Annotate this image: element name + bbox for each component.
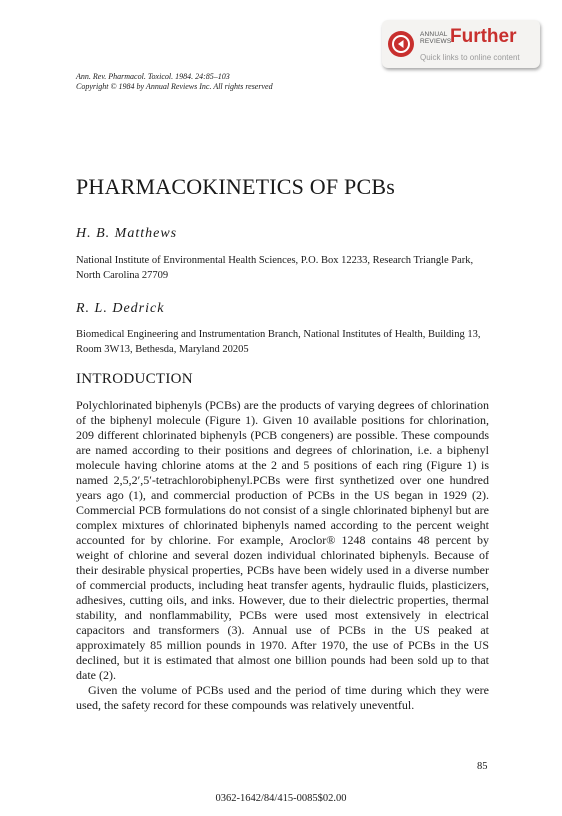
body-text: [76, 398, 489, 713]
author-affiliation: Biomedical Engineering and Instrumentation Branch, National Institutes of Health, Building 13, Room 3W13, Bethesda, Maryland 20205: [76, 329, 481, 355]
annual-reviews-wordmark: ANNUAL REVIEWS: [420, 31, 452, 45]
article-title: PHARMACOKINETICS OF PCBs: [76, 174, 395, 199]
author-name: H. B. Matthews: [76, 226, 178, 241]
paragraph: Given the volume of PCBs used and the period of time during which they were used, the safety record for these compounds was relatively uneventful.: [76, 683, 489, 712]
citation-line: Ann. Rev. Pharmacol. Toxicol. 1984. 24:85–103: [76, 72, 230, 81]
page-number: 85: [477, 761, 488, 772]
further-badge[interactable]: [382, 20, 540, 68]
author-name: R. L. Dedrick: [76, 301, 165, 316]
play-icon: [388, 31, 414, 57]
author-affiliation: National Institute of Environmental Health Sciences, P.O. Box 12233, Research Triangle Park, North Carolina 27709: [76, 255, 474, 281]
journal-citation: [76, 72, 273, 92]
further-subtitle: Quick links to online content: [420, 53, 520, 62]
further-word: Further: [450, 26, 517, 47]
paragraph: Polychlorinated biphenyls (PCBs) are the products of varying degrees of chlorination of the biphenyl molecule (Figure 1). Given 10 available positions for chlorination, 209 different chlorinated biphenyls (PCB congeners) are possible. These compounds are named according to their positions and degrees of chlorination, i.e. a biphenyl molecule having chlorine atoms at the 2 and 5 positions of each ring (Figure 1) is named 2,5,2′,5′-tetrachlorobiphenyl.PCBs were first synthetized over one hundred years ago (1), and commercial production of PCBs in the US began in 1929 (2). Commercial PCB formulations do not consist of a single chlorinated biphenyl but are complex mixtures of chlorinated biphenyls named according to the percent weight accounted for by chlorine. For example, Aroclor® 1248 contains 48 percent by weight of chlorine and several dozen individual chlorinated biphenyls. Because of their desirable physical properties, PCBs have been widely used in a diverse number of commercial products, including heat transfer agents, hydraulic fluids, plasticizers, adhesives, cutting oils, and inks. However, due to their dielectric properties, thermal stability, and nonflammability, PCBs were used most extensively in electrical capacitors and transformers (3). Annual use of PCBs in the US peaked at approximately 85 million pounds in 1970. After 1970, the use of PCBs in the US declined, but it is estimated that almost one billion pounds had been sold up to that date (2).: [76, 398, 489, 682]
section-heading: INTRODUCTION: [76, 371, 193, 387]
copyright-line: Copyright © 1984 by Annual Reviews Inc. All rights reserved: [76, 82, 273, 91]
article-code: 0362-1642/84/415-0085$02.00: [215, 793, 347, 804]
